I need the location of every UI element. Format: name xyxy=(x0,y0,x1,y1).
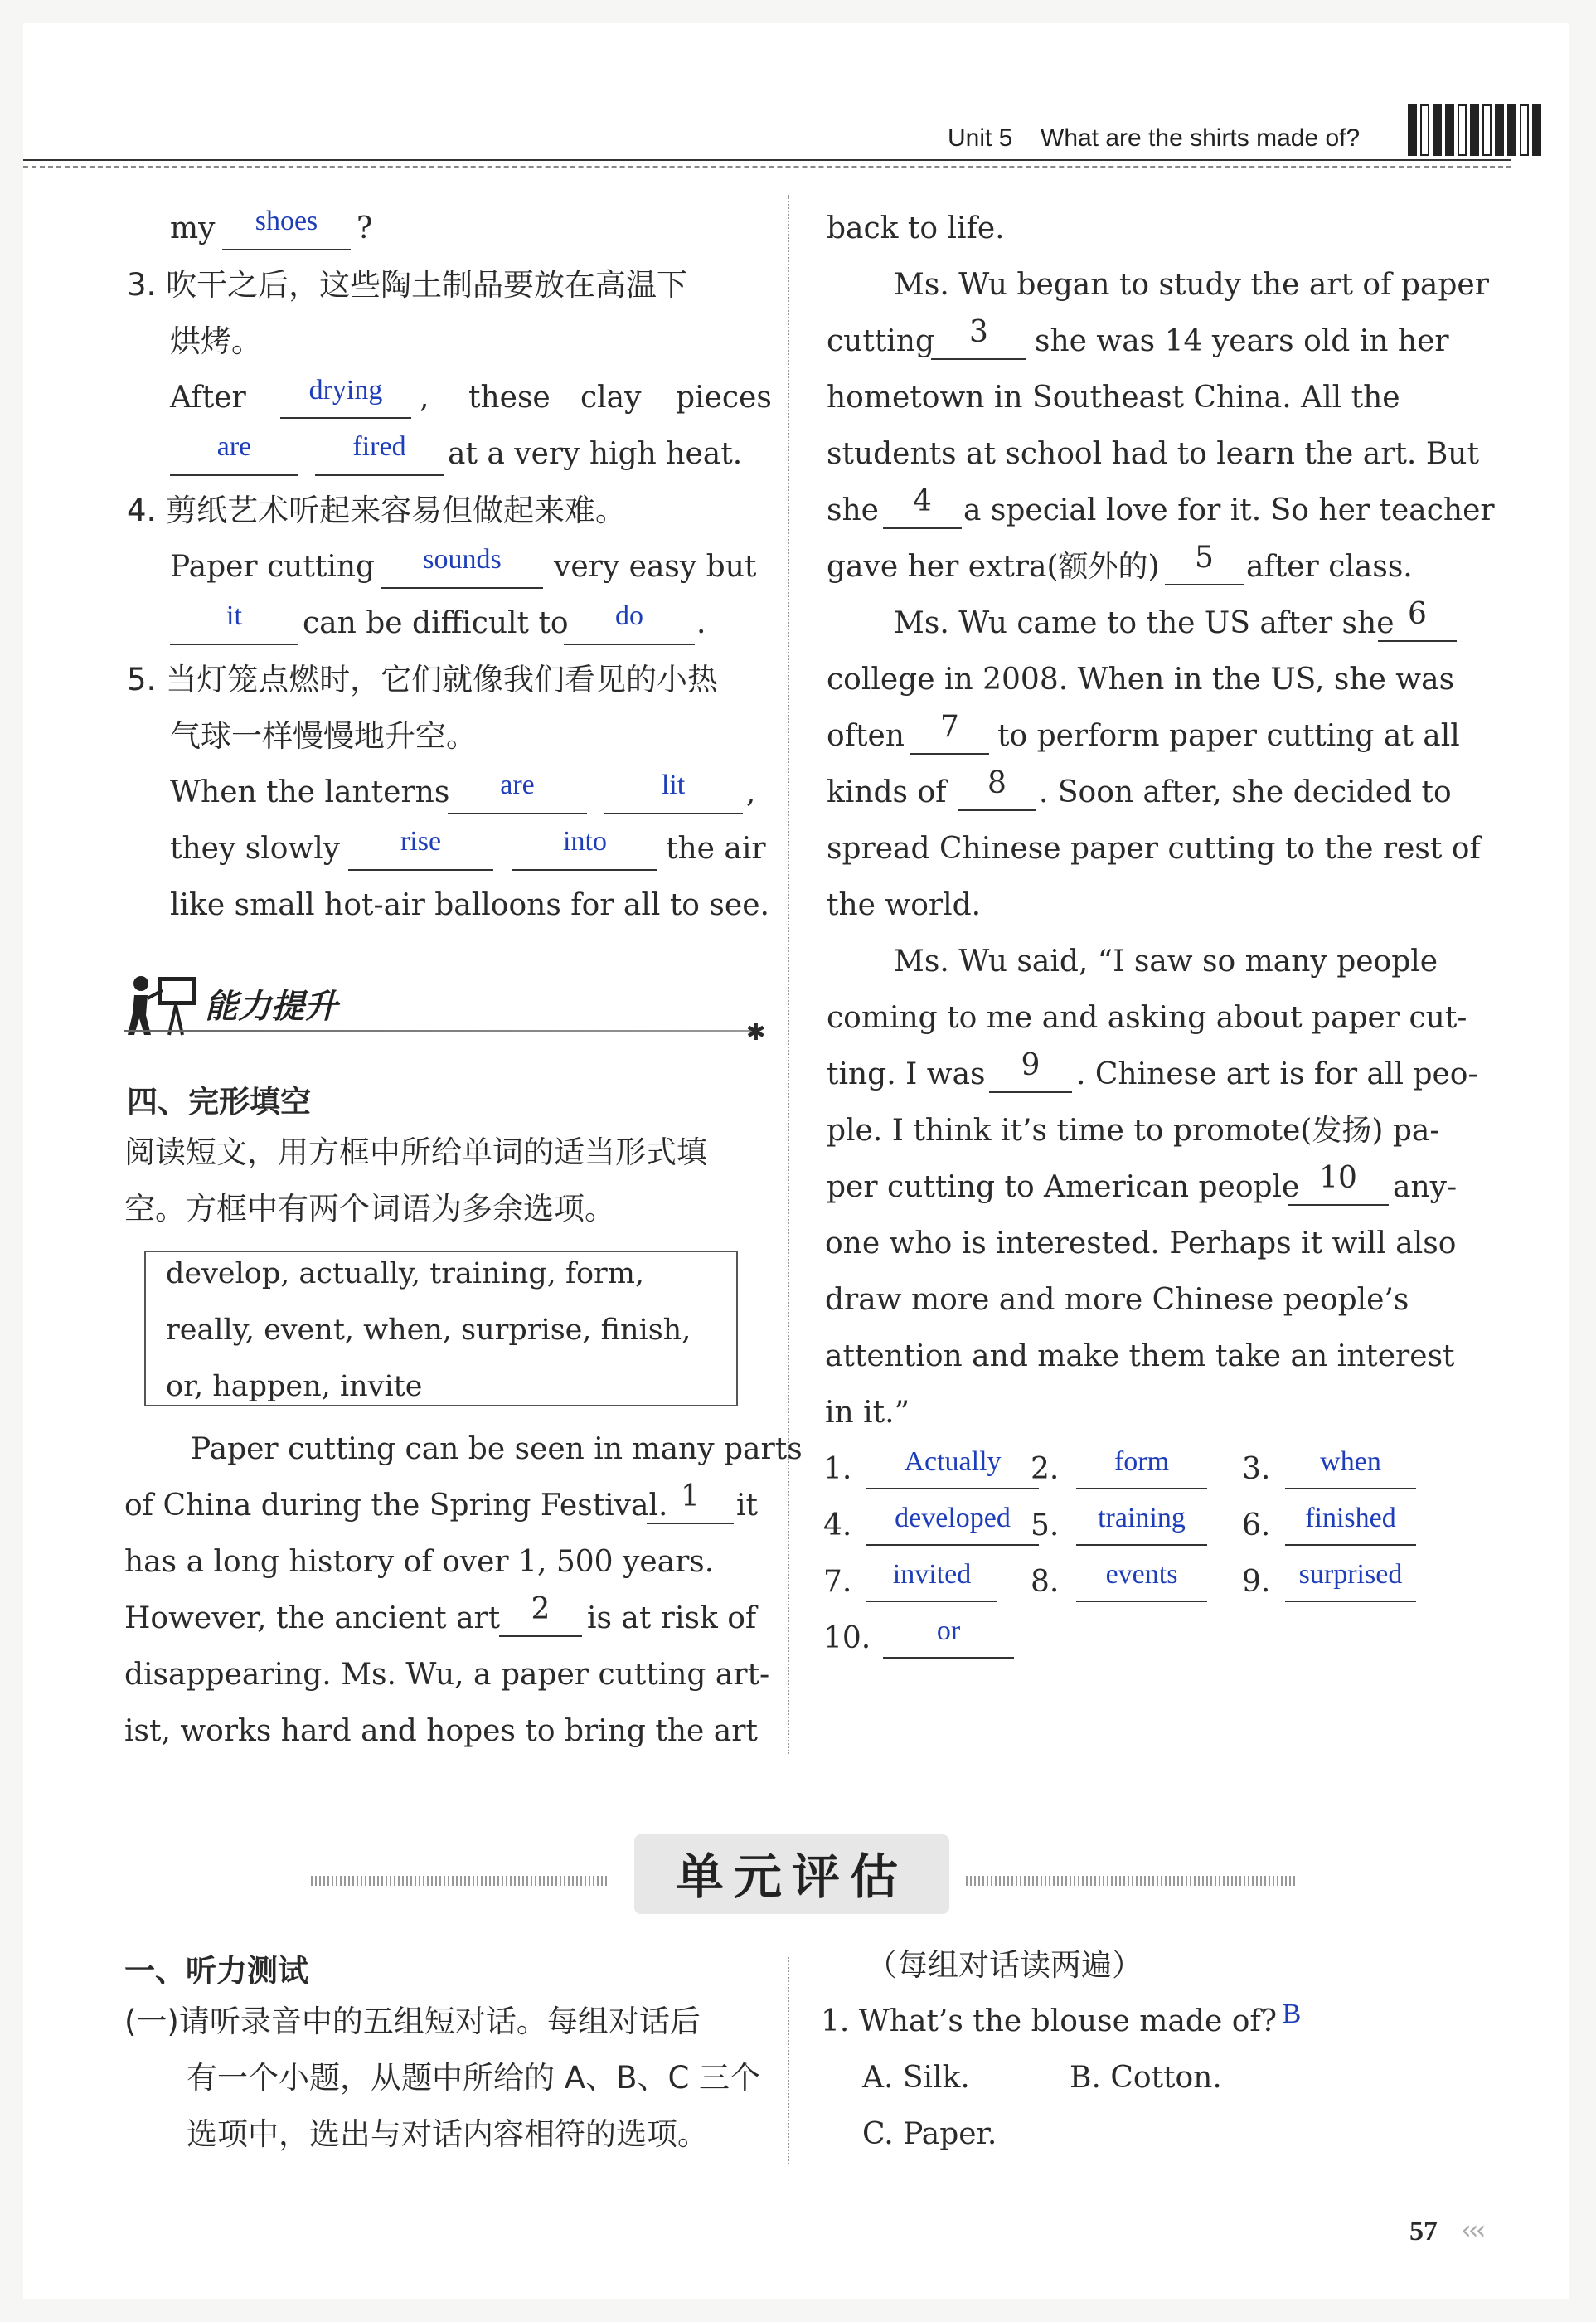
blank-line xyxy=(1076,1488,1207,1489)
q5-comma: , xyxy=(746,775,756,809)
answer-number: 4. xyxy=(823,1508,852,1542)
piano-keys-icon xyxy=(1408,104,1545,156)
r-line1: back to life. xyxy=(827,211,1005,245)
blank-line xyxy=(958,809,1036,811)
page-number: 57 xyxy=(1409,2216,1438,2247)
unit-eval-title: 单元评估 xyxy=(675,1848,908,1905)
r-line17: ple. I think it’s time to promote(发扬) pa- xyxy=(827,1114,1440,1148)
answer-text: lit xyxy=(661,770,686,800)
blank-line xyxy=(1288,1204,1389,1206)
l1-post: ? xyxy=(357,211,373,245)
r-line5: students at school had to learn the art. But xyxy=(827,437,1479,471)
q4-en-can: can be difficult to xyxy=(303,606,569,640)
q3-en-these: these xyxy=(468,381,551,415)
passage-line4: However, the ancient art xyxy=(124,1601,501,1635)
passage-line3: has a long history of over 1, 500 years. xyxy=(124,1545,715,1579)
answer-text: developed xyxy=(895,1503,1011,1533)
blank-line xyxy=(910,753,989,755)
answer-text: when xyxy=(1320,1446,1381,1477)
comma: , xyxy=(420,381,429,415)
s1-line1: (一)请听录音中的五组短对话。每组对话后 xyxy=(124,2004,701,2039)
answer-number: 5. xyxy=(1031,1508,1060,1542)
q5-en-air: the air xyxy=(666,832,766,866)
q1-text: 1. What’s the blouse made of? xyxy=(821,2004,1278,2038)
r-line22: in it.” xyxy=(825,1396,910,1430)
blank-line xyxy=(866,1544,1039,1546)
q4-cn: 4. 剪纸艺术听起来容易但做起来难。 xyxy=(127,493,627,528)
q3-cn-line1: 3. 吹干之后，这些陶土制品要放在高温下 xyxy=(127,267,688,303)
r-line16: ting. I was xyxy=(827,1057,986,1091)
banner-hatch-left xyxy=(311,1876,609,1886)
answer-text: sounds xyxy=(423,544,502,575)
passage-line1: Paper cutting can be seen in many parts xyxy=(191,1432,803,1466)
blank-line xyxy=(170,474,298,476)
blank-line xyxy=(604,813,743,814)
blank-number: 7 xyxy=(940,710,959,744)
section4-instr2: 空。方框中有两个词语为多余选项。 xyxy=(124,1191,615,1227)
column-divider xyxy=(788,195,789,1754)
r-line10: often xyxy=(827,719,905,753)
r-line10-end: to perform paper cutting at all xyxy=(997,719,1460,753)
blank-line xyxy=(170,644,298,645)
blank-line xyxy=(647,1523,734,1524)
blank-line xyxy=(381,587,543,589)
answer-text: are xyxy=(500,770,535,800)
answer-text: training xyxy=(1098,1503,1186,1533)
r-line7: gave her extra(额外的) xyxy=(827,550,1160,584)
q4-en-pc: Paper cutting xyxy=(170,550,376,584)
blank-line xyxy=(564,644,695,645)
r-line4: hometown in Southeast China. All the xyxy=(827,381,1400,415)
header-rule xyxy=(23,159,1511,161)
r-line6: she xyxy=(827,493,879,527)
blank-number: 4 xyxy=(913,484,932,518)
q3-en-pieces: pieces xyxy=(676,381,772,415)
option-c: C. Paper. xyxy=(862,2117,997,2151)
q5-cn-line2: 气球一样慢慢地升空。 xyxy=(170,718,477,754)
r-line12: spread Chinese paper cutting to the rest of xyxy=(827,832,1481,866)
r-line13: the world. xyxy=(827,888,982,922)
blank-line xyxy=(1076,1601,1207,1602)
word-box-line2: really, event, when, surprise, finish, xyxy=(166,1314,691,1347)
blank-line xyxy=(280,417,411,419)
blank-line xyxy=(1285,1601,1416,1602)
answer-text: do xyxy=(615,600,643,631)
q3-en-end: at a very high heat. xyxy=(448,437,743,471)
passage-line4-end: is at risk of xyxy=(587,1601,757,1635)
answer-text: B xyxy=(1282,1999,1302,2029)
blank-number: 5 xyxy=(1195,541,1214,575)
passage-line6: ist, works hard and hopes to bring the art xyxy=(124,1714,758,1748)
answer-text: or xyxy=(936,1615,961,1646)
unit-title: What are the shirts made of? xyxy=(1041,124,1361,152)
answer-number: 7. xyxy=(823,1565,852,1599)
answer-number: 6. xyxy=(1242,1508,1271,1542)
answer-text: surprised xyxy=(1298,1559,1403,1590)
r-line18-end: any- xyxy=(1393,1170,1458,1204)
blank-number: 9 xyxy=(1021,1048,1041,1082)
section4-instr1: 阅读短文，用方框中所给单词的适当形式填 xyxy=(124,1134,707,1170)
answer-text: into xyxy=(563,826,607,857)
q4-en-mid: very easy but xyxy=(554,550,757,584)
column-divider-bottom xyxy=(788,1957,789,2164)
r-line21: attention and make them take an interest xyxy=(825,1339,1455,1373)
blank-line xyxy=(883,527,962,529)
q4-dot: . xyxy=(696,606,706,640)
r-line11: kinds of xyxy=(827,775,947,809)
q3-en-clay: clay xyxy=(580,381,642,415)
answer-number: 10. xyxy=(823,1621,871,1655)
r-line11-end: . Soon after, she decided to xyxy=(1039,775,1452,809)
header-dashed-rule xyxy=(23,166,1511,168)
blank-line xyxy=(989,1091,1072,1093)
q5-en-last: like small hot-air balloons for all to see. xyxy=(170,888,769,922)
section4-title: 四、完形填空 xyxy=(127,1084,311,1120)
blank-line xyxy=(866,1488,1039,1489)
passage-line5: disappearing. Ms. Wu, a paper cutting art- xyxy=(124,1658,770,1692)
blank-number: 6 xyxy=(1408,597,1427,631)
q5-en-when: When the lanterns xyxy=(170,775,450,809)
note: （每组对话读两遍） xyxy=(866,1947,1142,1983)
blank-line xyxy=(348,869,493,871)
answer-number: 8. xyxy=(1031,1565,1060,1599)
r-line2: Ms. Wu began to study the art of paper xyxy=(894,268,1489,302)
answer-text: Actually xyxy=(904,1446,1002,1477)
q3-en-after: After xyxy=(170,381,246,415)
blank-number: 3 xyxy=(969,315,988,349)
answer-number: 1. xyxy=(823,1452,852,1486)
answer-number: 3. xyxy=(1242,1452,1271,1486)
answer-text: invited xyxy=(892,1559,972,1590)
banner-hatch-right xyxy=(966,1876,1298,1886)
ability-rule xyxy=(124,1030,754,1032)
passage-line2-end: it xyxy=(736,1489,758,1523)
q5-en-they: they slowly xyxy=(170,832,341,866)
blank-line xyxy=(448,813,587,814)
chevron-icon: ‹‹‹ xyxy=(1461,2214,1483,2246)
q3-cn-line2: 烘烤。 xyxy=(170,323,262,359)
word-box-line3: or, happen, invite xyxy=(166,1370,423,1403)
r-line18: per cutting to American people xyxy=(827,1170,1300,1204)
blank-line xyxy=(1165,584,1244,585)
blank-line xyxy=(512,869,657,871)
blank-line xyxy=(499,1635,582,1637)
r-line3-end: she was 14 years old in her xyxy=(1035,324,1449,358)
blank-line xyxy=(866,1601,997,1602)
blank-line xyxy=(1378,640,1457,642)
r-line3: cutting xyxy=(827,324,935,358)
answer-number: 2. xyxy=(1031,1452,1060,1486)
ability-heading: 能力提升 xyxy=(205,988,337,1026)
r-line7-end: after class. xyxy=(1246,550,1413,584)
q5-cn-line1: 5. 当灯笼点燃时，它们就像我们看见的小热 xyxy=(127,662,719,697)
r-line14: Ms. Wu said, “I saw so many people xyxy=(894,945,1438,979)
blank-line xyxy=(1285,1488,1416,1489)
answer-text: fired xyxy=(352,431,406,462)
answer-text: drying xyxy=(308,375,383,406)
unit-label: Unit 5 xyxy=(948,124,1013,152)
s1-title: 一、听力测试 xyxy=(124,1953,308,1989)
answer-text: shoes xyxy=(255,206,318,236)
passage-line2: of China during the Spring Festival. xyxy=(124,1489,668,1523)
word-box-line1: develop, actually, training, form, xyxy=(166,1257,645,1290)
blank-number: 8 xyxy=(987,766,1007,800)
r-line15: coming to me and asking about paper cut- xyxy=(827,1001,1467,1035)
r-line8: Ms. Wu came to the US after she xyxy=(894,606,1395,640)
blank-line xyxy=(883,1657,1014,1659)
blank-number: 2 xyxy=(531,1592,551,1626)
r-line9: college in 2008. When in the US, she was xyxy=(827,663,1455,697)
option-a: A. Silk. xyxy=(862,2061,970,2095)
blank-line xyxy=(1076,1544,1207,1546)
blank-line xyxy=(315,474,444,476)
answer-text: rise xyxy=(400,826,442,857)
answer-text: it xyxy=(226,600,242,631)
answer-text: events xyxy=(1105,1559,1178,1590)
answer-number: 9. xyxy=(1242,1565,1271,1599)
r-line19: one who is interested. Perhaps it will also xyxy=(825,1227,1457,1261)
answer-text: are xyxy=(216,431,252,462)
s1-line2: 有一个小题，从题中所给的 A、B、C 三个 xyxy=(187,2060,761,2096)
blank-number: 1 xyxy=(681,1479,700,1513)
s1-line3: 选项中，选出与对话内容相符的选项。 xyxy=(187,2116,708,2152)
blank-line xyxy=(222,249,351,250)
answer-text: finished xyxy=(1305,1503,1396,1533)
l1-pre: my xyxy=(170,211,216,245)
option-b: B. Cotton. xyxy=(1070,2061,1222,2095)
answer-text: form xyxy=(1113,1446,1170,1477)
presenter-icon xyxy=(124,972,201,1037)
blank-line xyxy=(1285,1544,1416,1546)
r-line16-end: . Chinese art is for all peo- xyxy=(1076,1057,1478,1091)
r-line6-end: a special love for it. So her teacher xyxy=(963,493,1495,527)
blank-line xyxy=(931,358,1026,360)
star-icon: ✱ xyxy=(746,1018,766,1046)
blank-number: 10 xyxy=(1319,1161,1357,1195)
r-line20: draw more and more Chinese people’s xyxy=(825,1283,1409,1317)
